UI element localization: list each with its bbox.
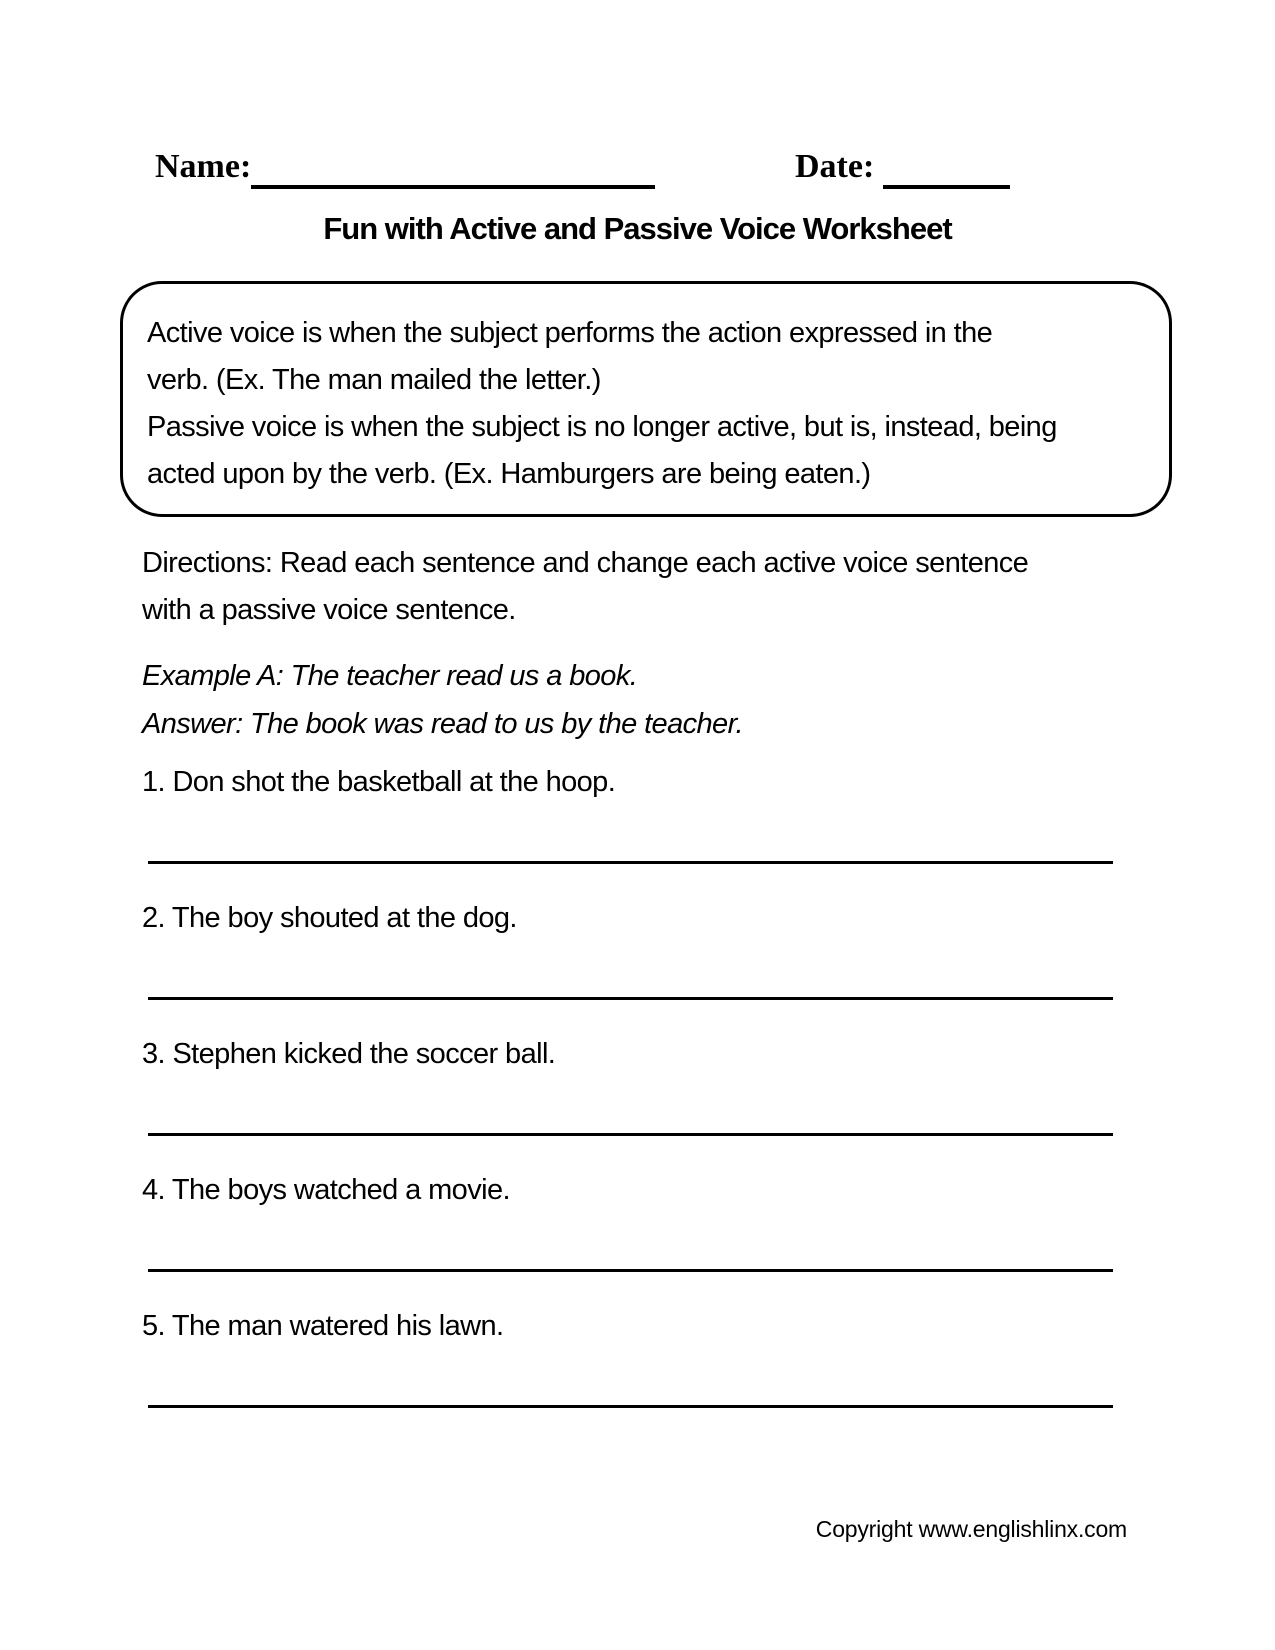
questions-list: [0, 766, 1275, 1446]
definition-line-2: verb. (Ex. The man mailed the letter.): [147, 364, 601, 396]
date-label: Date:: [795, 148, 875, 185]
answer-blank-line-2[interactable]: [148, 997, 1113, 1000]
answer-blank-line-1[interactable]: [148, 861, 1113, 864]
question-item-4: [0, 1174, 1275, 1310]
copyright: Copyright www.englishlinx.com: [815, 1516, 1127, 1542]
question-sentence-1: 1. Don shot the basketball at the hoop.: [142, 766, 616, 798]
example-block: [142, 652, 743, 748]
question-item-5: [0, 1310, 1275, 1446]
definition-line-4: acted upon by the verb. (Ex. Hamburgers are being eaten.): [147, 458, 871, 490]
definition-line-3: Passive voice is when the subject is no longer active, but is, instead, being: [147, 411, 1057, 443]
definition-line-1: Active voice is when the subject performs the action expressed in the: [147, 317, 993, 349]
answer-blank-line-4[interactable]: [148, 1269, 1113, 1272]
name-label: Name:: [155, 148, 252, 185]
example-sentence: Example A: The teacher read us a book.: [142, 660, 638, 692]
question-sentence-2: 2. The boy shouted at the dog.: [142, 902, 517, 934]
definition-box: [120, 281, 1172, 517]
question-sentence-3: 3. Stephen kicked the soccer ball.: [142, 1038, 556, 1070]
worksheet-title: Fun with Active and Passive Voice Worksheet: [323, 211, 952, 246]
name-blank-line[interactable]: [251, 185, 655, 189]
question-sentence-5: 5. The man watered his lawn.: [142, 1310, 504, 1342]
directions-line-1: Directions: Read each sentence and change each active voice sentence: [142, 547, 1029, 579]
question-item-2: [0, 902, 1275, 1038]
question-sentence-4: 4. The boys watched a movie.: [142, 1174, 510, 1206]
date-blank-line[interactable]: [883, 185, 1010, 189]
answer-blank-line-3[interactable]: [148, 1133, 1113, 1136]
answer-blank-line-5[interactable]: [148, 1405, 1113, 1408]
directions: [142, 540, 1028, 634]
question-item-3: [0, 1038, 1275, 1174]
example-answer: Answer: The book was read to us by the teacher.: [142, 708, 744, 740]
directions-line-2: with a passive voice sentence.: [142, 594, 516, 626]
question-item-1: [0, 766, 1275, 902]
